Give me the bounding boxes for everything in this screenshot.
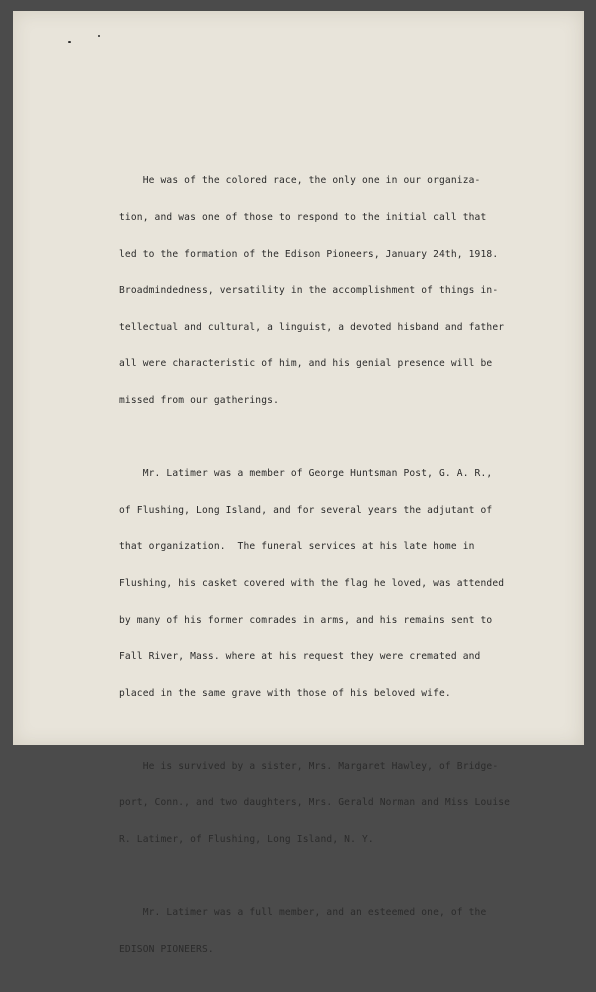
- text-line: Mr. Latimer was a member of George Huntsman Post, G. A. R.,: [119, 468, 493, 480]
- text-line: tion, and was one of those to respond to the initial call that: [119, 212, 487, 224]
- text-line: Fall River, Mass. where at his request they were cremated and: [119, 651, 481, 663]
- paragraph-3: [119, 736, 559, 870]
- text-line: missed from our gatherings.: [119, 395, 279, 407]
- text-line: EDISON PIONEERS.: [119, 943, 214, 955]
- paragraph-2: [119, 444, 559, 725]
- ink-speck: [98, 35, 100, 37]
- paragraph-1: [119, 151, 559, 432]
- text-line: of Flushing, Long Island, and for several years the adjutant of: [119, 504, 493, 516]
- text-line: Broadmindedness, versatility in the accomplishment of things in-: [119, 285, 499, 297]
- text-line: led to the formation of the Edison Pioneers, January 24th, 1918.: [119, 248, 499, 260]
- text-line: He is survived by a sister, Mrs. Margaret Hawley, of Bridge-: [119, 760, 499, 772]
- paper-sheet: [13, 11, 584, 955]
- text-line: Mr. Latimer was a full member, and an esteemed one, of the: [119, 906, 487, 918]
- text-line: Flushing, his casket covered with the flag he loved, was attended: [119, 577, 505, 589]
- text-line: by many of his former comrades in arms, and his remains sent to: [119, 614, 493, 626]
- text-line: that organization. The funeral services at his late home in: [119, 541, 475, 553]
- text-line: port, Conn., and two daughters, Mrs. Gerald Norman and Miss Louise: [119, 797, 511, 809]
- text-line: tellectual and cultural, a linguist, a devoted hisband and father: [119, 321, 505, 333]
- text-line: R. Latimer, of Flushing, Long Island, N. Y.: [119, 833, 374, 845]
- text-line: all were characteristic of him, and his genial presence will be: [119, 358, 493, 370]
- typed-letter-body: [119, 151, 559, 992]
- paragraph-4: [119, 883, 559, 981]
- text-line: placed in the same grave with those of his beloved wife.: [119, 687, 451, 699]
- text-line: He was of the colored race, the only one in our organiza-: [119, 175, 481, 187]
- ink-speck: [68, 41, 71, 43]
